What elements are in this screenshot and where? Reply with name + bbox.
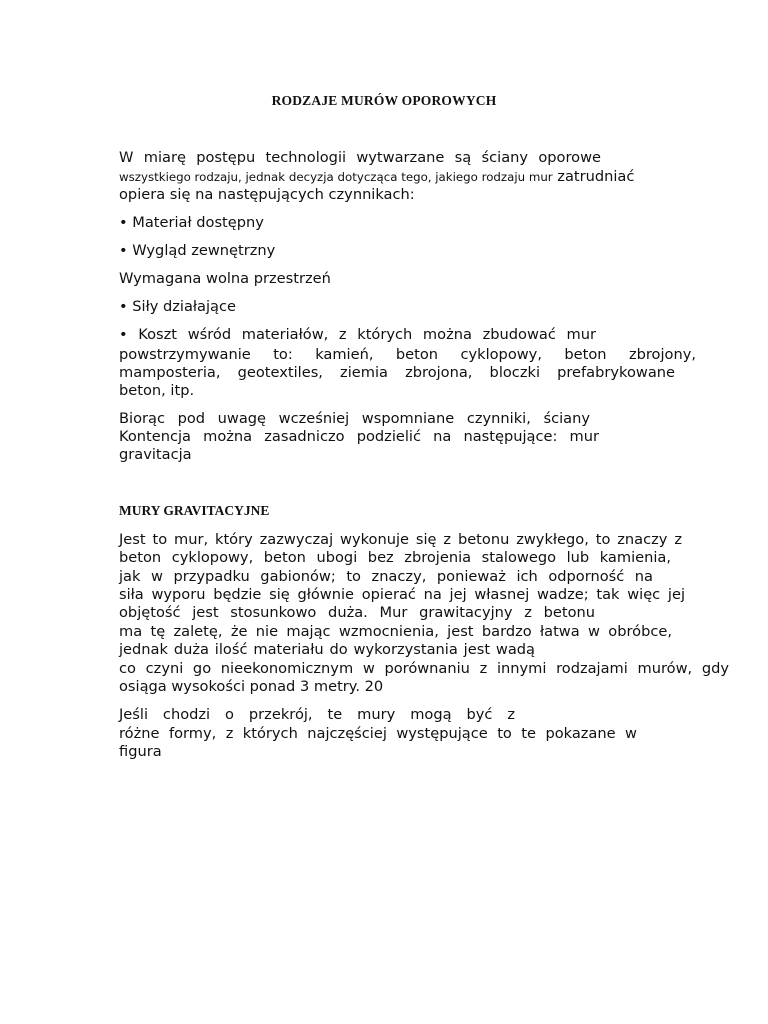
gravity-line-4: siła wyporu będzie się głównie opierać na jej własnej wadze; tak więc jej — [119, 586, 685, 603]
factor-item-material: • Materiał dostępny — [119, 214, 264, 231]
intro-line-2-small: wszystkiego rodzaju, jednak decyzja dotycząca tego, jakiego rodzaju mur — [119, 170, 553, 184]
gravity-line-1: Jest to mur, który zazwyczaj wykonuje się z betonu zwykłego, to znaczy z — [119, 531, 682, 548]
summary-line-1: Biorąc pod uwagę wcześniej wspomniane czynniki, ściany — [119, 410, 590, 427]
document-title: RODZAJE MURÓW OPOROWYCH — [271, 93, 497, 108]
factor-item-forces: • Siły działające — [119, 298, 236, 315]
factor-item-cost-line-2: powstrzymywanie to: kamień, beton cyklopowy, beton zbrojony, — [119, 346, 696, 363]
gravity-line-5: objętość jest stosunkowo duża. Mur grawitacyjny z betonu — [119, 604, 595, 621]
factor-item-cost-line-1: • Koszt wśród materiałów, z których można zbudować mur — [119, 326, 596, 343]
factor-item-cost-line-4: beton, itp. — [119, 382, 195, 399]
factor-item-appearance: • Wygląd zewnętrzny — [119, 242, 276, 259]
section-line-1: Jeśli chodzi o przekrój, te mury mogą być z — [119, 706, 515, 723]
gravity-line-6: ma tę zaletę, że nie mając wzmocnienia, jest bardzo łatwa w obróbce, — [119, 623, 672, 640]
intro-line-1: W miarę postępu technologii wytwarzane są ściany oporowe — [119, 149, 601, 166]
gravity-line-2: beton cyklopowy, beton ubogi bez zbrojenia stalowego lub kamienia, — [119, 549, 671, 566]
intro-line-2-large: zatrudniać — [552, 168, 635, 185]
summary-line-3: gravitacja — [119, 446, 192, 463]
intro-line-2 — [119, 168, 634, 186]
summary-line-2: Kontencja można zasadniczo podzielić na następujące: mur — [119, 428, 599, 445]
gravity-line-9: osiąga wysokości ponad 3 metry. 20 — [119, 678, 384, 695]
intro-line-3: opiera się na następujących czynnikach: — [119, 186, 415, 203]
factor-item-cost-line-3: mamposteria, geotextiles, ziemia zbrojona, bloczki prefabrykowane — [119, 364, 675, 381]
section-line-3: figura — [119, 743, 162, 760]
gravity-line-3: jak w przypadku gabionów; to znaczy, ponieważ ich odporność na — [119, 568, 653, 585]
section-heading: MURY GRAVITACYJNE — [119, 503, 270, 518]
section-line-2: różne formy, z których najczęściej występujące to te pokazane w — [119, 725, 637, 742]
factor-item-space: Wymagana wolna przestrzeń — [119, 270, 331, 287]
gravity-line-7: jednak duża ilość materiału do wykorzystania jest wadą — [119, 641, 535, 658]
gravity-line-8: co czyni go nieekonomicznym w porównaniu z innymi rodzajami murów, gdy — [119, 660, 729, 677]
